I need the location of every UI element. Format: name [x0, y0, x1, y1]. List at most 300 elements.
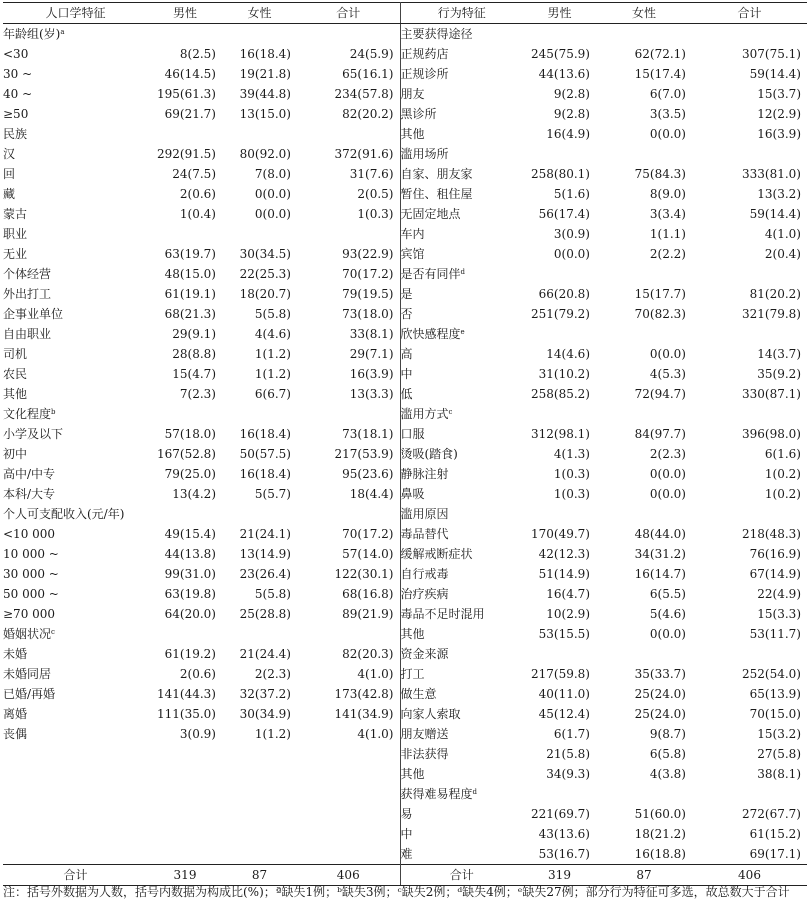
total-value: 65(13.9): [749, 687, 801, 701]
total-value: 330(87.1): [742, 387, 801, 401]
table-row: [3, 844, 807, 865]
female-value: [596, 504, 692, 524]
female-value: 4(5.3): [649, 367, 686, 381]
item-label: [400, 464, 523, 484]
male-value: 61(19.2): [164, 647, 216, 661]
label-text: 打工: [400, 667, 425, 681]
label-text: 易: [400, 807, 413, 821]
item-label: [400, 124, 523, 144]
label-text: ≥70 000: [3, 607, 56, 621]
item-label: [3, 144, 148, 164]
male-value: 292(91.5): [157, 147, 216, 161]
label-text: 朋友赠送: [400, 727, 449, 741]
label-text: 滥用原因: [400, 507, 449, 521]
item-label: [3, 664, 148, 684]
label-text: 车内: [400, 227, 425, 241]
male-value: 245(75.9): [531, 47, 590, 61]
total-value: 234(57.8): [297, 84, 400, 104]
female-value: 1(1.2): [254, 347, 291, 361]
total-all-right: 406: [692, 865, 807, 886]
total-value: 31(7.6): [297, 164, 400, 184]
header-total-left: 合计: [297, 3, 400, 24]
male-value: 63(19.8): [164, 587, 216, 601]
label-text: 暂住、租住屋: [400, 187, 473, 201]
female-value: [222, 124, 297, 144]
total-value: 79(19.5): [297, 284, 400, 304]
item-label: [400, 204, 523, 224]
table-row: [3, 804, 807, 824]
header-behavior: 行为特征: [400, 3, 523, 24]
label-text: 毒品替代: [400, 527, 449, 541]
label-text: 静脉注射: [400, 467, 449, 481]
label-text: 藏: [3, 187, 16, 201]
female-value: 16(18.4): [239, 427, 291, 441]
total-value: 15(3.2): [757, 727, 801, 741]
female-value: 13(15.0): [239, 107, 291, 121]
total-value: 15(3.7): [757, 87, 801, 101]
female-value: 0(0.0): [649, 347, 686, 361]
table-row: [3, 344, 807, 364]
table-row: [3, 144, 807, 164]
female-value: [596, 24, 692, 45]
category-label: [3, 124, 148, 144]
male-value: 195(61.3): [157, 87, 216, 101]
total-value: 13(3.2): [757, 187, 801, 201]
total-value: [297, 804, 400, 824]
female-value: 13(14.9): [239, 547, 291, 561]
item-label: [3, 424, 148, 444]
total-value: 272(67.7): [742, 807, 801, 821]
empty-cell: [3, 824, 148, 844]
item-label: [400, 244, 523, 264]
male-value: 53(15.5): [538, 627, 590, 641]
total-value: [297, 784, 400, 804]
female-value: 0(0.0): [649, 487, 686, 501]
table-row: [3, 624, 807, 644]
male-value: [523, 404, 596, 424]
item-label: [3, 364, 148, 384]
item-label: [400, 824, 523, 844]
item-label: [3, 244, 148, 264]
item-label: [400, 844, 523, 865]
table-body: [3, 24, 807, 865]
item-label: [400, 224, 523, 244]
female-value: 18(21.2): [634, 827, 686, 841]
label-text: 正规药店: [400, 47, 449, 61]
item-label: [3, 324, 148, 344]
total-value: 33(8.1): [297, 324, 400, 344]
male-value: [148, 764, 222, 784]
female-value: 2(2.3): [649, 447, 686, 461]
label-text: 高中/中专: [3, 467, 56, 481]
male-value: 221(69.7): [531, 807, 590, 821]
female-value: [222, 504, 297, 524]
label-text: 30 ~: [3, 67, 33, 81]
total-value: 82(20.2): [297, 104, 400, 124]
total-value: 141(34.9): [297, 704, 400, 724]
table-row: [3, 724, 807, 744]
item-label: [400, 104, 523, 124]
label-text: 其他: [400, 627, 425, 641]
male-value: 57(18.0): [164, 427, 216, 441]
female-value: 35(33.7): [634, 667, 686, 681]
total-value: 68(16.8): [297, 584, 400, 604]
category-label: [400, 144, 523, 164]
male-value: [148, 224, 222, 244]
label-text: 自行戒毒: [400, 567, 449, 581]
table-row: [3, 24, 807, 45]
item-label: [400, 64, 523, 84]
label-text: 小学及以下: [3, 427, 64, 441]
total-value: [692, 644, 807, 664]
table-row: [3, 384, 807, 404]
category-label: [3, 624, 148, 644]
female-value: 1(1.2): [254, 727, 291, 741]
male-value: 79(25.0): [164, 467, 216, 481]
header-male-left: 男性: [148, 3, 222, 24]
label-text: 滥用方式: [400, 407, 449, 421]
label-text: 烫吸(踏食): [400, 447, 458, 461]
table-row: [3, 604, 807, 624]
male-value: 14(4.6): [546, 347, 590, 361]
male-value: [523, 324, 596, 344]
total-value: 252(54.0): [742, 667, 801, 681]
table-row: [3, 704, 807, 724]
total-value: 70(17.2): [297, 264, 400, 284]
label-text: 自由职业: [3, 327, 52, 341]
male-value: 51(14.9): [538, 567, 590, 581]
male-value: 61(19.1): [164, 287, 216, 301]
male-value: 53(16.7): [538, 847, 590, 861]
total-value: [297, 124, 400, 144]
item-label: [400, 624, 523, 644]
male-value: 0(0.0): [553, 247, 590, 261]
female-value: 32(37.2): [239, 687, 291, 701]
female-value: 21(24.4): [239, 647, 291, 661]
category-label: [3, 504, 148, 524]
item-label: [400, 744, 523, 764]
total-value: 93(22.9): [297, 244, 400, 264]
male-value: 7(2.3): [179, 387, 216, 401]
female-value: 25(28.8): [239, 607, 291, 621]
total-value: [692, 784, 807, 804]
table-row: [3, 504, 807, 524]
footnote-marker: d: [460, 268, 465, 276]
total-value: 333(81.0): [742, 167, 801, 181]
footnote-marker: d: [472, 788, 477, 796]
male-value: [523, 24, 596, 45]
female-value: [222, 24, 297, 45]
female-value: 62(72.1): [634, 47, 686, 61]
item-label: [3, 284, 148, 304]
category-label: [400, 264, 523, 284]
table-total-row: [3, 865, 807, 886]
female-value: 70(82.3): [634, 307, 686, 321]
label-text: 难: [400, 847, 413, 861]
category-label: [400, 404, 523, 424]
total-value: 2(0.4): [764, 247, 801, 261]
female-value: 15(17.4): [634, 67, 686, 81]
total-value: [692, 24, 807, 45]
female-value: [596, 144, 692, 164]
label-text: 朋友: [400, 87, 425, 101]
total-female-right: 87: [596, 865, 692, 886]
female-value: [222, 804, 297, 824]
footnote-marker: b: [51, 408, 56, 416]
table-row: [3, 404, 807, 424]
male-value: [148, 804, 222, 824]
item-label: [3, 204, 148, 224]
female-value: 16(14.7): [634, 567, 686, 581]
item-label: [400, 764, 523, 784]
female-value: [596, 784, 692, 804]
item-label: [3, 724, 148, 744]
data-table-container: [3, 2, 807, 886]
item-label: [400, 344, 523, 364]
label-text: 高: [400, 347, 413, 361]
table-row: [3, 564, 807, 584]
male-value: 21(5.8): [546, 747, 590, 761]
total-value: 22(4.9): [757, 587, 801, 601]
female-value: 72(94.7): [634, 387, 686, 401]
total-value: 70(17.2): [297, 524, 400, 544]
total-value: 73(18.0): [297, 304, 400, 324]
female-value: 0(0.0): [649, 627, 686, 641]
total-value: [297, 764, 400, 784]
total-value: [692, 144, 807, 164]
item-label: [400, 704, 523, 724]
female-value: 1(1.2): [254, 367, 291, 381]
total-value: 4(1.0): [297, 724, 400, 744]
total-value: 307(75.1): [742, 47, 801, 61]
male-value: 16(4.9): [546, 127, 590, 141]
female-value: 6(5.5): [649, 587, 686, 601]
header-male-right: 男性: [523, 3, 596, 24]
female-value: 5(4.6): [649, 607, 686, 621]
total-label-right: 合计: [400, 865, 523, 886]
female-value: 48(44.0): [634, 527, 686, 541]
table-row: [3, 324, 807, 344]
total-value: 173(42.8): [297, 684, 400, 704]
label-text: 无固定地点: [400, 207, 461, 221]
total-value: 4(1.0): [297, 664, 400, 684]
item-label: [400, 364, 523, 384]
table-row: [3, 524, 807, 544]
female-value: 51(60.0): [634, 807, 686, 821]
label-text: 外出打工: [3, 287, 52, 301]
female-value: 25(24.0): [634, 687, 686, 701]
total-value: 4(1.0): [764, 227, 801, 241]
male-value: [523, 264, 596, 284]
female-value: 4(3.8): [649, 767, 686, 781]
label-text: 离婚: [3, 707, 28, 721]
category-label: [3, 224, 148, 244]
total-male-right: 319: [523, 865, 596, 886]
item-label: [3, 104, 148, 124]
table-row: [3, 224, 807, 244]
table-row: [3, 164, 807, 184]
female-value: [596, 264, 692, 284]
total-value: [297, 504, 400, 524]
total-value: [297, 744, 400, 764]
female-value: 2(2.2): [649, 247, 686, 261]
item-label: [400, 584, 523, 604]
female-value: 8(9.0): [649, 187, 686, 201]
item-label: [3, 184, 148, 204]
total-value: 1(0.2): [764, 467, 801, 481]
table-row: [3, 64, 807, 84]
table-row: [3, 184, 807, 204]
label-text: 黑诊所: [400, 107, 437, 121]
category-label: [400, 504, 523, 524]
female-value: [222, 624, 297, 644]
total-value: 95(23.6): [297, 464, 400, 484]
category-label: [400, 784, 523, 804]
label-text: 司机: [3, 347, 28, 361]
male-value: [148, 624, 222, 644]
total-value: 15(3.3): [757, 607, 801, 621]
male-value: [148, 824, 222, 844]
footnote-marker: c: [51, 628, 55, 636]
item-label: [400, 444, 523, 464]
item-label: [400, 544, 523, 564]
female-value: 4(4.6): [254, 327, 291, 341]
total-value: [297, 624, 400, 644]
item-label: [400, 84, 523, 104]
label-text: 未婚: [3, 647, 28, 661]
label-text: 蒙古: [3, 207, 28, 221]
label-text: 自家、朋友家: [400, 167, 473, 181]
item-label: [3, 544, 148, 564]
male-value: 111(35.0): [157, 707, 216, 721]
item-label: [400, 484, 523, 504]
table-row: [3, 644, 807, 664]
label-text: 其他: [400, 127, 425, 141]
female-value: 2(2.3): [254, 667, 291, 681]
table-row: [3, 684, 807, 704]
male-value: 48(15.0): [164, 267, 216, 281]
header-female-right: 女性: [596, 3, 692, 24]
male-value: 45(12.4): [538, 707, 590, 721]
label-text: 鼻吸: [400, 487, 425, 501]
category-label: [3, 404, 148, 424]
male-value: 1(0.4): [179, 207, 216, 221]
table-row: [3, 84, 807, 104]
label-text: 企事业单位: [3, 307, 64, 321]
male-value: [523, 504, 596, 524]
table-row: [3, 464, 807, 484]
table-row: [3, 544, 807, 564]
item-label: [3, 344, 148, 364]
total-value: [297, 824, 400, 844]
male-value: [523, 144, 596, 164]
label-text: 做生意: [400, 687, 437, 701]
category-label: [400, 644, 523, 664]
male-value: [148, 24, 222, 45]
label-text: 资金来源: [400, 647, 449, 661]
total-label-left: 合计: [3, 865, 148, 886]
label-text: 滥用场所: [400, 147, 449, 161]
total-value: 24(5.9): [297, 44, 400, 64]
female-value: 3(3.5): [649, 107, 686, 121]
table-row: [3, 364, 807, 384]
total-value: 67(14.9): [749, 567, 801, 581]
table-row: [3, 124, 807, 144]
footnote-marker: c: [448, 408, 453, 416]
male-value: [148, 404, 222, 424]
male-value: 312(98.1): [531, 427, 590, 441]
female-value: 16(18.4): [239, 467, 291, 481]
label-text: 获得难易程度: [400, 787, 473, 801]
label-text: 本科/大专: [3, 487, 56, 501]
table-row: [3, 824, 807, 844]
male-value: 64(20.0): [164, 607, 216, 621]
male-value: 2(0.6): [179, 667, 216, 681]
table-row: [3, 284, 807, 304]
total-value: 76(16.9): [749, 547, 801, 561]
female-value: 6(6.7): [254, 387, 291, 401]
label-text: <10 000: [3, 527, 56, 541]
label-text: 30 000 ~: [3, 567, 59, 581]
female-value: 18(20.7): [239, 287, 291, 301]
male-value: 69(21.7): [164, 107, 216, 121]
label-text: 个体经营: [3, 267, 52, 281]
item-label: [400, 304, 523, 324]
item-label: [400, 804, 523, 824]
empty-cell: [3, 744, 148, 764]
male-value: 99(31.0): [164, 567, 216, 581]
male-value: 44(13.8): [164, 547, 216, 561]
item-label: [3, 564, 148, 584]
total-value: 82(20.3): [297, 644, 400, 664]
female-value: 34(31.2): [634, 547, 686, 561]
female-value: 0(0.0): [254, 187, 291, 201]
female-value: 5(5.7): [254, 487, 291, 501]
footnote-marker: e: [460, 328, 465, 336]
total-value: 16(3.9): [297, 364, 400, 384]
item-label: [400, 724, 523, 744]
label-text: ≥50: [3, 107, 29, 121]
label-text: 职业: [3, 227, 28, 241]
total-value: 69(17.1): [749, 847, 801, 861]
total-value: [692, 324, 807, 344]
label-text: 个人可支配收入(元/年): [3, 507, 125, 521]
total-value: [692, 264, 807, 284]
total-value: 217(53.9): [297, 444, 400, 464]
total-value: 13(3.3): [297, 384, 400, 404]
label-text: 中: [400, 367, 413, 381]
male-value: 16(4.7): [546, 587, 590, 601]
female-value: 5(5.8): [254, 307, 291, 321]
item-label: [3, 444, 148, 464]
total-value: 59(14.4): [749, 67, 801, 81]
male-value: [523, 644, 596, 664]
item-label: [400, 524, 523, 544]
female-value: 6(5.8): [649, 747, 686, 761]
table-row: [3, 484, 807, 504]
total-value: 372(91.6): [297, 144, 400, 164]
total-value: 53(11.7): [749, 627, 801, 641]
category-label: [400, 24, 523, 45]
category-label: [3, 24, 148, 45]
total-value: [297, 24, 400, 45]
female-value: 22(25.3): [239, 267, 291, 281]
female-value: 30(34.5): [239, 247, 291, 261]
total-value: 16(3.9): [757, 127, 801, 141]
male-value: [148, 504, 222, 524]
male-value: 170(49.7): [531, 527, 590, 541]
label-text: 年龄组(岁): [3, 27, 61, 41]
